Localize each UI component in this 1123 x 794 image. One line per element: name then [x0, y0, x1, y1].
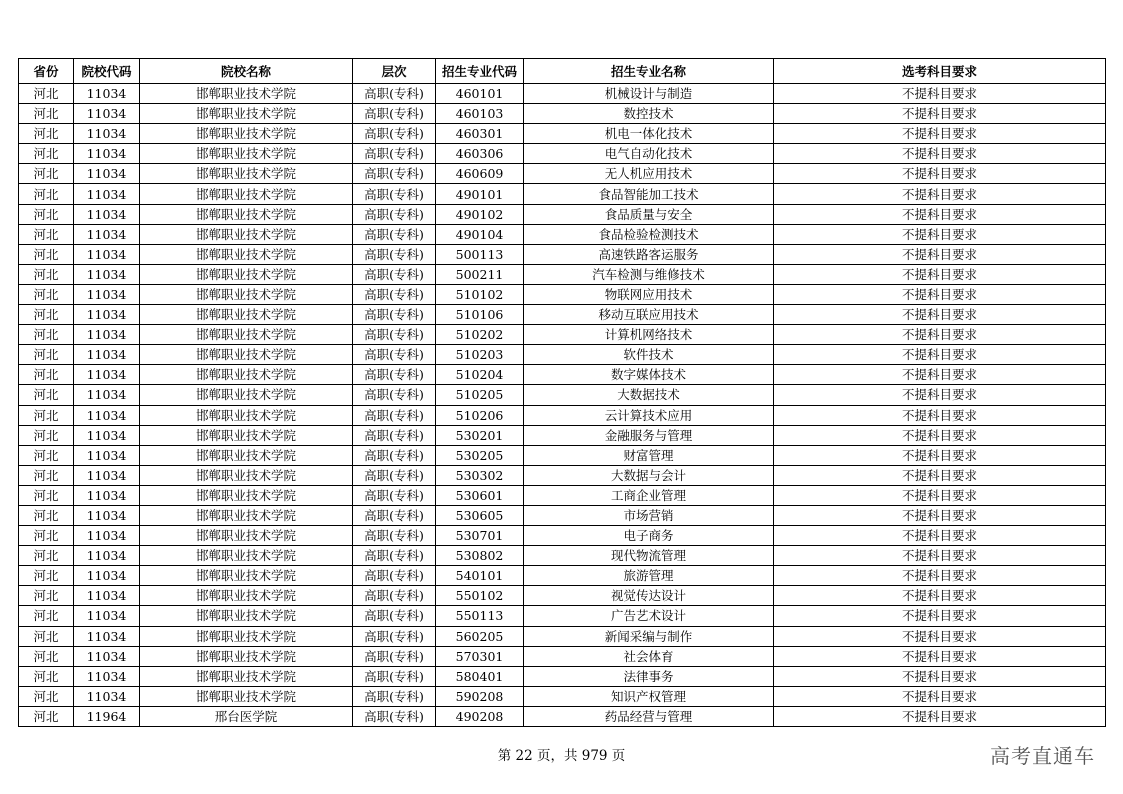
cell-level: 高职(专科) [353, 445, 436, 465]
cell-school-name: 邯郸职业技术学院 [140, 526, 353, 546]
cell-major-code: 530802 [436, 546, 524, 566]
cell-subject-requirement: 不提科目要求 [774, 84, 1106, 104]
cell-school-code: 11034 [74, 164, 140, 184]
cell-school-code: 11034 [74, 244, 140, 264]
cell-level: 高职(专科) [353, 566, 436, 586]
cell-major-code: 510205 [436, 385, 524, 405]
cell-subject-requirement: 不提科目要求 [774, 345, 1106, 365]
cell-major-name: 机电一体化技术 [524, 124, 774, 144]
cell-subject-requirement: 不提科目要求 [774, 164, 1106, 184]
cell-province: 河北 [19, 546, 74, 566]
cell-major-name: 市场营销 [524, 505, 774, 525]
cell-province: 河北 [19, 686, 74, 706]
cell-level: 高职(专科) [353, 224, 436, 244]
cell-province: 河北 [19, 284, 74, 304]
cell-major-name: 大数据技术 [524, 385, 774, 405]
cell-major-name: 数控技术 [524, 104, 774, 124]
table-row [19, 345, 1106, 365]
cell-province: 河北 [19, 84, 74, 104]
cell-school-name: 邯郸职业技术学院 [140, 184, 353, 204]
cell-level: 高职(专科) [353, 425, 436, 445]
cell-level: 高职(专科) [353, 385, 436, 405]
cell-subject-requirement: 不提科目要求 [774, 305, 1106, 325]
cell-major-name: 工商企业管理 [524, 485, 774, 505]
cell-school-name: 邯郸职业技术学院 [140, 566, 353, 586]
cell-major-code: 510204 [436, 365, 524, 385]
cell-school-code: 11034 [74, 264, 140, 284]
cell-school-code: 11034 [74, 626, 140, 646]
cell-province: 河北 [19, 586, 74, 606]
cell-province: 河北 [19, 224, 74, 244]
cell-school-name: 邯郸职业技术学院 [140, 104, 353, 124]
cell-school-code: 11034 [74, 546, 140, 566]
cell-major-name: 云计算技术应用 [524, 405, 774, 425]
cell-level: 高职(专科) [353, 686, 436, 706]
cell-level: 高职(专科) [353, 706, 436, 726]
cell-subject-requirement: 不提科目要求 [774, 646, 1106, 666]
cell-school-code: 11034 [74, 485, 140, 505]
cell-school-name: 邯郸职业技术学院 [140, 345, 353, 365]
cell-major-code: 530601 [436, 485, 524, 505]
cell-province: 河北 [19, 566, 74, 586]
header-major-code: 招生专业代码 [436, 59, 524, 84]
table-row [19, 445, 1106, 465]
cell-subject-requirement: 不提科目要求 [774, 686, 1106, 706]
cell-level: 高职(专科) [353, 485, 436, 505]
cell-school-name: 邯郸职业技术学院 [140, 425, 353, 445]
cell-school-code: 11034 [74, 566, 140, 586]
cell-province: 河北 [19, 164, 74, 184]
cell-province: 河北 [19, 526, 74, 546]
cell-subject-requirement: 不提科目要求 [774, 526, 1106, 546]
table-row [19, 84, 1106, 104]
cell-school-name: 邯郸职业技术学院 [140, 546, 353, 566]
cell-subject-requirement: 不提科目要求 [774, 385, 1106, 405]
cell-major-code: 550102 [436, 586, 524, 606]
header-major-name: 招生专业名称 [524, 59, 774, 84]
header-subject-requirement: 选考科目要求 [774, 59, 1106, 84]
table-row [19, 184, 1106, 204]
cell-major-name: 法律事务 [524, 666, 774, 686]
watermark-logo: 高考直通车 [990, 744, 1095, 768]
cell-province: 河北 [19, 184, 74, 204]
cell-subject-requirement: 不提科目要求 [774, 706, 1106, 726]
cell-subject-requirement: 不提科目要求 [774, 505, 1106, 525]
cell-school-code: 11034 [74, 526, 140, 546]
cell-level: 高职(专科) [353, 244, 436, 264]
cell-school-code: 11034 [74, 505, 140, 525]
table-row [19, 566, 1106, 586]
table-row [19, 505, 1106, 525]
cell-major-code: 490102 [436, 204, 524, 224]
cell-level: 高职(专科) [353, 546, 436, 566]
cell-level: 高职(专科) [353, 345, 436, 365]
cell-major-name: 食品质量与安全 [524, 204, 774, 224]
cell-province: 河北 [19, 305, 74, 325]
cell-school-name: 邯郸职业技术学院 [140, 204, 353, 224]
cell-level: 高职(专科) [353, 204, 436, 224]
table-row [19, 546, 1106, 566]
table-row [19, 365, 1106, 385]
cell-major-code: 460301 [436, 124, 524, 144]
cell-major-name: 广告艺术设计 [524, 606, 774, 626]
cell-school-name: 邯郸职业技术学院 [140, 485, 353, 505]
cell-province: 河北 [19, 445, 74, 465]
cell-school-code: 11034 [74, 84, 140, 104]
cell-level: 高职(专科) [353, 586, 436, 606]
cell-school-name: 邢台医学院 [140, 706, 353, 726]
cell-level: 高职(专科) [353, 606, 436, 626]
cell-school-code: 11034 [74, 666, 140, 686]
cell-subject-requirement: 不提科目要求 [774, 606, 1106, 626]
table-row [19, 485, 1106, 505]
cell-province: 河北 [19, 325, 74, 345]
cell-major-name: 视觉传达设计 [524, 586, 774, 606]
cell-province: 河北 [19, 405, 74, 425]
table-row [19, 144, 1106, 164]
cell-level: 高职(专科) [353, 505, 436, 525]
cell-school-code: 11034 [74, 184, 140, 204]
table-row [19, 526, 1106, 546]
cell-subject-requirement: 不提科目要求 [774, 465, 1106, 485]
cell-school-code: 11034 [74, 104, 140, 124]
table-row [19, 586, 1106, 606]
cell-school-name: 邯郸职业技术学院 [140, 646, 353, 666]
header-school-code: 院校代码 [74, 59, 140, 84]
cell-subject-requirement: 不提科目要求 [774, 566, 1106, 586]
cell-level: 高职(专科) [353, 284, 436, 304]
table-row [19, 706, 1106, 726]
table-row [19, 164, 1106, 184]
cell-major-name: 汽车检测与维修技术 [524, 264, 774, 284]
cell-subject-requirement: 不提科目要求 [774, 104, 1106, 124]
cell-school-name: 邯郸职业技术学院 [140, 244, 353, 264]
cell-school-name: 邯郸职业技术学院 [140, 626, 353, 646]
cell-level: 高职(专科) [353, 465, 436, 485]
cell-subject-requirement: 不提科目要求 [774, 244, 1106, 264]
table-row [19, 204, 1106, 224]
cell-major-name: 数字媒体技术 [524, 365, 774, 385]
cell-province: 河北 [19, 606, 74, 626]
cell-level: 高职(专科) [353, 365, 436, 385]
cell-major-name: 食品检验检测技术 [524, 224, 774, 244]
cell-province: 河北 [19, 485, 74, 505]
cell-level: 高职(专科) [353, 666, 436, 686]
cell-major-name: 计算机网络技术 [524, 325, 774, 345]
cell-level: 高职(专科) [353, 626, 436, 646]
cell-subject-requirement: 不提科目要求 [774, 284, 1106, 304]
header-school-name: 院校名称 [140, 59, 353, 84]
cell-school-name: 邯郸职业技术学院 [140, 264, 353, 284]
cell-major-name: 电子商务 [524, 526, 774, 546]
table-row [19, 686, 1106, 706]
cell-subject-requirement: 不提科目要求 [774, 144, 1106, 164]
cell-subject-requirement: 不提科目要求 [774, 325, 1106, 345]
cell-level: 高职(专科) [353, 184, 436, 204]
cell-major-code: 510106 [436, 305, 524, 325]
table-row [19, 244, 1106, 264]
cell-school-name: 邯郸职业技术学院 [140, 325, 353, 345]
table-row [19, 224, 1106, 244]
cell-major-name: 金融服务与管理 [524, 425, 774, 445]
cell-major-name: 知识产权管理 [524, 686, 774, 706]
table-row [19, 646, 1106, 666]
cell-major-name: 新闻采编与制作 [524, 626, 774, 646]
cell-major-code: 490101 [436, 184, 524, 204]
cell-school-name: 邯郸职业技术学院 [140, 164, 353, 184]
cell-level: 高职(专科) [353, 124, 436, 144]
cell-major-code: 560205 [436, 626, 524, 646]
cell-school-name: 邯郸职业技术学院 [140, 405, 353, 425]
cell-subject-requirement: 不提科目要求 [774, 264, 1106, 284]
cell-school-code: 11034 [74, 204, 140, 224]
cell-major-code: 460101 [436, 84, 524, 104]
cell-school-code: 11964 [74, 706, 140, 726]
cell-major-code: 460103 [436, 104, 524, 124]
cell-major-code: 590208 [436, 686, 524, 706]
admissions-table [18, 58, 1106, 727]
cell-school-name: 邯郸职业技术学院 [140, 124, 353, 144]
cell-major-code: 570301 [436, 646, 524, 666]
cell-major-name: 机械设计与制造 [524, 84, 774, 104]
table-row [19, 425, 1106, 445]
cell-school-code: 11034 [74, 144, 140, 164]
cell-school-code: 11034 [74, 686, 140, 706]
cell-province: 河北 [19, 666, 74, 686]
cell-major-code: 490104 [436, 224, 524, 244]
cell-major-code: 510102 [436, 284, 524, 304]
cell-major-name: 高速铁路客运服务 [524, 244, 774, 264]
cell-major-code: 500211 [436, 264, 524, 284]
table-row [19, 264, 1106, 284]
cell-major-name: 社会体育 [524, 646, 774, 666]
cell-level: 高职(专科) [353, 305, 436, 325]
header-level: 层次 [353, 59, 436, 84]
cell-province: 河北 [19, 264, 74, 284]
cell-major-code: 530205 [436, 445, 524, 465]
cell-subject-requirement: 不提科目要求 [774, 365, 1106, 385]
cell-subject-requirement: 不提科目要求 [774, 626, 1106, 646]
cell-school-name: 邯郸职业技术学院 [140, 365, 353, 385]
cell-province: 河北 [19, 244, 74, 264]
cell-subject-requirement: 不提科目要求 [774, 485, 1106, 505]
cell-major-code: 490208 [436, 706, 524, 726]
cell-school-name: 邯郸职业技术学院 [140, 144, 353, 164]
cell-school-name: 邯郸职业技术学院 [140, 84, 353, 104]
cell-school-code: 11034 [74, 345, 140, 365]
cell-school-code: 11034 [74, 465, 140, 485]
table-row [19, 666, 1106, 686]
cell-school-name: 邯郸职业技术学院 [140, 465, 353, 485]
cell-subject-requirement: 不提科目要求 [774, 405, 1106, 425]
header-province: 省份 [19, 59, 74, 84]
table-row [19, 465, 1106, 485]
cell-major-name: 旅游管理 [524, 566, 774, 586]
table-row [19, 626, 1106, 646]
cell-subject-requirement: 不提科目要求 [774, 546, 1106, 566]
cell-province: 河北 [19, 365, 74, 385]
cell-province: 河北 [19, 104, 74, 124]
table-row [19, 325, 1106, 345]
cell-province: 河北 [19, 626, 74, 646]
cell-province: 河北 [19, 144, 74, 164]
cell-level: 高职(专科) [353, 264, 436, 284]
cell-school-name: 邯郸职业技术学院 [140, 666, 353, 686]
cell-major-code: 460609 [436, 164, 524, 184]
cell-school-name: 邯郸职业技术学院 [140, 686, 353, 706]
cell-school-name: 邯郸职业技术学院 [140, 284, 353, 304]
cell-major-code: 580401 [436, 666, 524, 686]
table-row [19, 405, 1106, 425]
cell-major-code: 510202 [436, 325, 524, 345]
cell-major-name: 财富管理 [524, 445, 774, 465]
cell-school-code: 11034 [74, 445, 140, 465]
cell-school-code: 11034 [74, 405, 140, 425]
cell-province: 河北 [19, 204, 74, 224]
cell-school-code: 11034 [74, 365, 140, 385]
cell-subject-requirement: 不提科目要求 [774, 124, 1106, 144]
table-row [19, 284, 1106, 304]
cell-school-code: 11034 [74, 586, 140, 606]
table-row [19, 104, 1106, 124]
cell-school-name: 邯郸职业技术学院 [140, 305, 353, 325]
cell-major-name: 无人机应用技术 [524, 164, 774, 184]
cell-province: 河北 [19, 124, 74, 144]
cell-major-code: 530701 [436, 526, 524, 546]
cell-level: 高职(专科) [353, 144, 436, 164]
cell-level: 高职(专科) [353, 405, 436, 425]
cell-province: 河北 [19, 646, 74, 666]
cell-province: 河北 [19, 425, 74, 445]
cell-major-name: 现代物流管理 [524, 546, 774, 566]
cell-school-code: 11034 [74, 124, 140, 144]
cell-subject-requirement: 不提科目要求 [774, 184, 1106, 204]
cell-school-code: 11034 [74, 606, 140, 626]
cell-school-code: 11034 [74, 425, 140, 445]
cell-major-name: 物联网应用技术 [524, 284, 774, 304]
cell-major-name: 电气自动化技术 [524, 144, 774, 164]
cell-school-code: 11034 [74, 646, 140, 666]
cell-major-code: 540101 [436, 566, 524, 586]
cell-level: 高职(专科) [353, 84, 436, 104]
cell-major-name: 大数据与会计 [524, 465, 774, 485]
cell-subject-requirement: 不提科目要求 [774, 666, 1106, 686]
cell-major-code: 510206 [436, 405, 524, 425]
cell-school-name: 邯郸职业技术学院 [140, 445, 353, 465]
cell-major-code: 530302 [436, 465, 524, 485]
cell-major-code: 530605 [436, 505, 524, 525]
table-body [19, 84, 1106, 727]
cell-level: 高职(专科) [353, 646, 436, 666]
cell-province: 河北 [19, 505, 74, 525]
cell-major-code: 530201 [436, 425, 524, 445]
cell-major-code: 550113 [436, 606, 524, 626]
cell-level: 高职(专科) [353, 325, 436, 345]
table-row [19, 124, 1106, 144]
page-number: 第 22 页，共 979 页 [497, 748, 626, 764]
table-row [19, 606, 1106, 626]
cell-province: 河北 [19, 345, 74, 365]
cell-subject-requirement: 不提科目要求 [774, 425, 1106, 445]
cell-school-name: 邯郸职业技术学院 [140, 606, 353, 626]
cell-major-name: 软件技术 [524, 345, 774, 365]
cell-school-code: 11034 [74, 284, 140, 304]
cell-subject-requirement: 不提科目要求 [774, 204, 1106, 224]
cell-major-code: 460306 [436, 144, 524, 164]
cell-major-name: 移动互联应用技术 [524, 305, 774, 325]
cell-major-code: 500113 [436, 244, 524, 264]
cell-school-name: 邯郸职业技术学院 [140, 224, 353, 244]
table-row [19, 305, 1106, 325]
header-row [19, 59, 1106, 84]
cell-school-name: 邯郸职业技术学院 [140, 505, 353, 525]
cell-school-code: 11034 [74, 305, 140, 325]
cell-school-name: 邯郸职业技术学院 [140, 385, 353, 405]
cell-school-code: 11034 [74, 325, 140, 345]
table-header [19, 59, 1106, 84]
cell-level: 高职(专科) [353, 526, 436, 546]
cell-province: 河北 [19, 385, 74, 405]
cell-subject-requirement: 不提科目要求 [774, 224, 1106, 244]
cell-school-code: 11034 [74, 385, 140, 405]
cell-school-name: 邯郸职业技术学院 [140, 586, 353, 606]
cell-level: 高职(专科) [353, 164, 436, 184]
cell-major-code: 510203 [436, 345, 524, 365]
cell-major-name: 药品经营与管理 [524, 706, 774, 726]
cell-subject-requirement: 不提科目要求 [774, 586, 1106, 606]
cell-province: 河北 [19, 465, 74, 485]
cell-subject-requirement: 不提科目要求 [774, 445, 1106, 465]
cell-level: 高职(专科) [353, 104, 436, 124]
table-row [19, 385, 1106, 405]
cell-province: 河北 [19, 706, 74, 726]
cell-school-code: 11034 [74, 224, 140, 244]
cell-major-name: 食品智能加工技术 [524, 184, 774, 204]
